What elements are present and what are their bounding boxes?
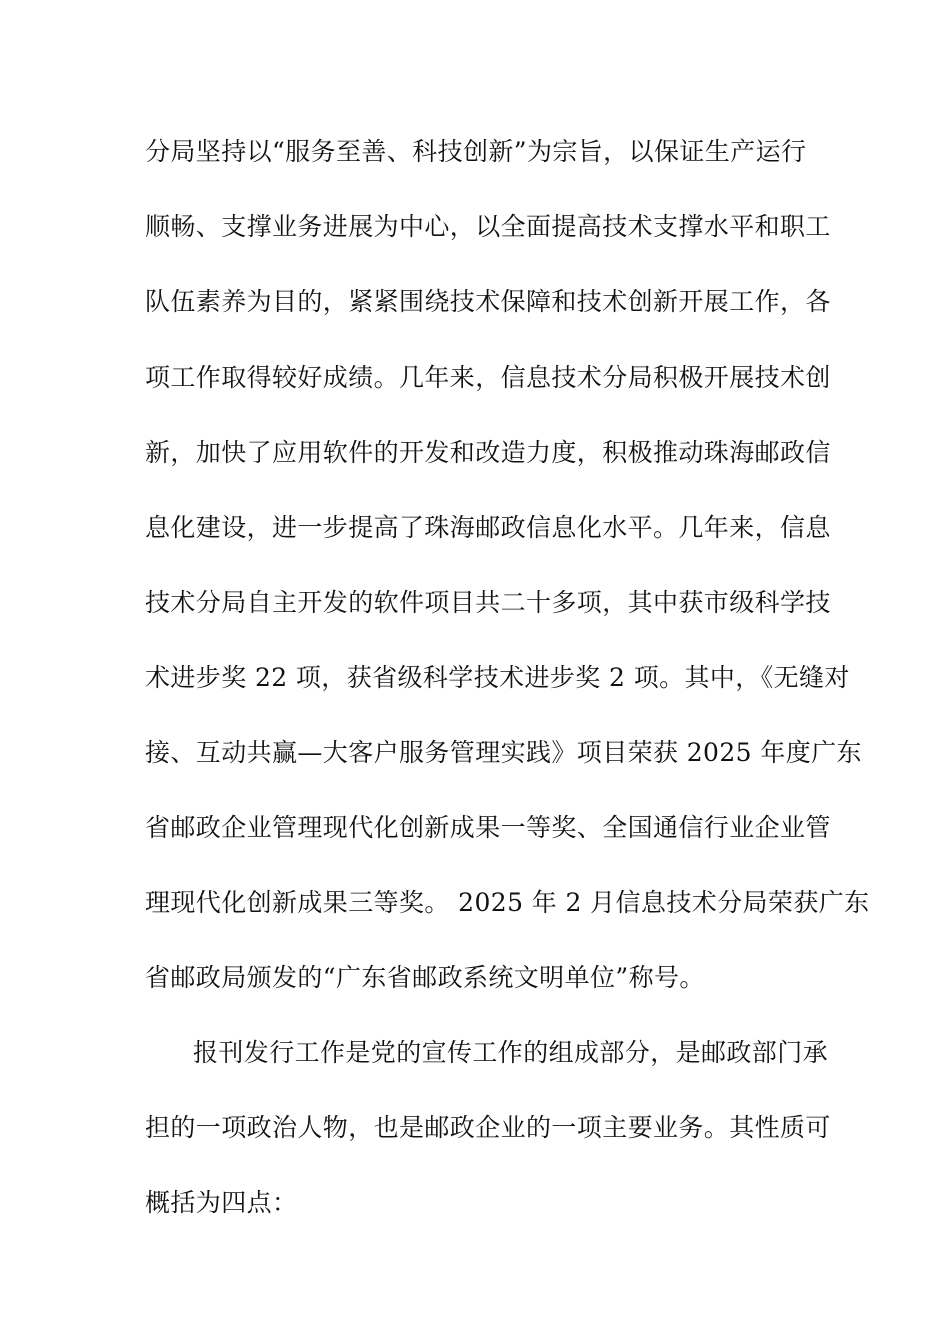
paragraph-line: 接、互动共赢—大客户服务管理实践》项目荣获 2025 年度广东 <box>145 738 862 767</box>
paragraph-line: 息化建设，进一步提高了珠海邮政信息化水平。几年来，信息 <box>145 513 831 542</box>
paragraph-line: 分局坚持以“服务至善、科技创新”为宗旨，以保证生产运行 <box>145 137 807 166</box>
paragraph-line: 概括为四点： <box>145 1188 298 1217</box>
paragraph-line: 队伍素养为目的，紧紧围绕技术保障和技术创新开展工作，各 <box>145 287 831 316</box>
paragraph-line: 项工作取得较好成绩。几年来，信息技术分局积极开展技术创 <box>145 363 831 392</box>
paragraph-line: 技术分局自主开发的软件项目共二十多项，其中获市级科学技 <box>145 588 831 617</box>
paragraph-line: 担的一项政治人物，也是邮政企业的一项主要业务。其性质可 <box>145 1113 831 1142</box>
paragraph-line: 省邮政局颁发的“广东省邮政系统文明单位”称号。 <box>145 963 705 992</box>
paragraph-line: 新，加快了应用软件的开发和改造力度，积极推动珠海邮政信 <box>145 438 831 467</box>
paragraph-line: 理现代化创新成果三等奖。 2025 年 2 月信息技术分局荣获广东 <box>145 888 870 917</box>
paragraph-line: 顺畅、支撑业务进展为中心，以全面提高技术支撑水平和职工 <box>145 212 831 241</box>
paragraph-line: 术进步奖 22 项，获省级科学技术进步奖 2 项。其中，《无缝对 <box>145 663 850 692</box>
paragraph-line: 省邮政企业管理现代化创新成果一等奖、全国通信行业企业管 <box>145 813 831 842</box>
paragraph-line-indented: 报刊发行工作是党的宣传工作的组成部分，是邮政部门承 <box>193 1038 829 1067</box>
